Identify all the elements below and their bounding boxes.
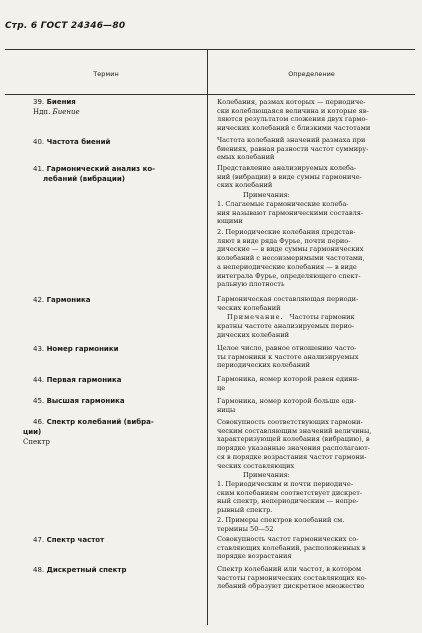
term-43 bbox=[33, 345, 203, 354]
definition-44: Гармоника, номер которой равен едини- це bbox=[217, 375, 360, 392]
term-41 bbox=[33, 165, 203, 174]
note-46-1: 1. Периодическим и почти периодиче- ским колебаниям соответствует дискрет- ный спектр, непериодическим — непре- рывный спектр. bbox=[217, 480, 363, 515]
definition-43: Целое число, равное отношению часто- ты гармоники к частоте анализируемых периодических колебаний bbox=[217, 344, 359, 370]
note-41-2: 2. Периодические колебания представ- ляют в виде ряда Фурье, почти перио- дические — в виде суммы гармонических колебаний с несоизмеримыми частотами, а непериодические колебания — в виде интеграла Фурье, определяющего спект- ральную плотность bbox=[217, 228, 365, 289]
term-number: 40. bbox=[33, 138, 45, 146]
term-label: Гармонический анализ ко- bbox=[46, 165, 156, 173]
term-label: Частота биений bbox=[46, 138, 111, 146]
term-label: Высшая гармоника bbox=[46, 397, 125, 405]
term-label: Номер гармоники bbox=[46, 345, 119, 353]
header-bottom-border bbox=[5, 94, 415, 95]
term-48 bbox=[33, 566, 203, 575]
term-label: Биения bbox=[46, 98, 76, 106]
column-header-definition: Определение bbox=[288, 70, 335, 78]
note-text: Частоты гармоник bbox=[289, 313, 355, 321]
note-42-head bbox=[227, 313, 413, 322]
note-46-2: 2. Примеры спектров колебаний см. термины 50—52 bbox=[217, 516, 345, 533]
definition-48: Спектр колебаний или частот, в котором частоты гармонических составляющих ко- лебаний образуют дискретное множество bbox=[217, 565, 367, 591]
notes-title: Примечание. bbox=[227, 313, 284, 321]
term-47 bbox=[33, 536, 203, 545]
synonym-39 bbox=[33, 108, 80, 117]
term-number: 46. bbox=[33, 418, 45, 426]
definition-46: Совокупность соответствующих гармони- ческим составляющим значений величины, характеризующей колебания (вибрацию), в порядке указанные значения располагают- ся в порядке возрастания частот гармони- ческих составляющих bbox=[217, 418, 372, 470]
term-41-cont bbox=[43, 175, 213, 184]
definition-42: Гармоническая составляющая периоди- ческих колебаний bbox=[217, 295, 359, 312]
term-label: Спектр частот bbox=[46, 536, 105, 544]
term-39 bbox=[33, 98, 203, 107]
definition-47: Совокупность частот гармонических со- ставляющих колебаний, расположенных в порядке возрастания bbox=[217, 535, 366, 561]
synonym-word: Спектр bbox=[23, 438, 50, 446]
definition-41: Представление анализируемых колеба- ний (вибрации) в виде суммы гармониче- ских колебаний bbox=[217, 164, 362, 190]
table-top-border bbox=[5, 49, 415, 50]
column-divider bbox=[207, 49, 208, 625]
notes-title-46: Примечания: bbox=[243, 471, 290, 479]
definition-40: Частота колебаний значений размаха при биениях, равная разности частот суммиру- емых колебаний bbox=[217, 136, 369, 162]
term-label: лебаний (вибрации) bbox=[43, 175, 125, 183]
term-label: Дискретный спектр bbox=[46, 566, 127, 574]
note-41-1: 1. Слагаемые гармонические колеба- ния называют гармоническими составля- ющими bbox=[217, 200, 364, 226]
term-number: 41. bbox=[33, 165, 45, 173]
synonym-label: Ндп. bbox=[33, 108, 51, 116]
definition-45: Гармоника, номер которой больше еди- ницы bbox=[217, 397, 357, 414]
term-40 bbox=[33, 138, 203, 147]
term-46-cont bbox=[23, 428, 193, 437]
term-number: 45. bbox=[33, 397, 45, 405]
definition-39: Колебания, размах которых — периодиче- ски колеблющаяся величина и которые яв- ляются результатом сложения двух гармо- нических колебаний с близкими частотами bbox=[217, 98, 371, 133]
term-45 bbox=[33, 397, 203, 406]
term-number: 47. bbox=[33, 536, 45, 544]
term-42 bbox=[33, 296, 203, 305]
term-number: 39. bbox=[33, 98, 45, 106]
term-label: ции) bbox=[23, 428, 42, 436]
terms-table bbox=[5, 49, 415, 625]
term-number: 42. bbox=[33, 296, 45, 304]
synonym-word: Биение bbox=[52, 108, 80, 116]
synonym-46 bbox=[23, 438, 50, 447]
term-label: Гармоника bbox=[46, 296, 91, 304]
notes-title-41: Примечания: bbox=[243, 191, 290, 199]
term-label: Первая гармоника bbox=[46, 376, 122, 384]
term-number: 48. bbox=[33, 566, 45, 574]
term-number: 44. bbox=[33, 376, 45, 384]
term-44 bbox=[33, 376, 203, 385]
term-46 bbox=[33, 418, 203, 427]
term-label: Спектр колебаний (вибра- bbox=[46, 418, 154, 426]
note-42-1: кратны частоте анализируемых перио- дических колебаний bbox=[217, 322, 355, 339]
page-header: Стр. 6 ГОСТ 24346—80 bbox=[5, 21, 126, 31]
column-header-term: Термин bbox=[93, 70, 119, 78]
term-number: 43. bbox=[33, 345, 45, 353]
